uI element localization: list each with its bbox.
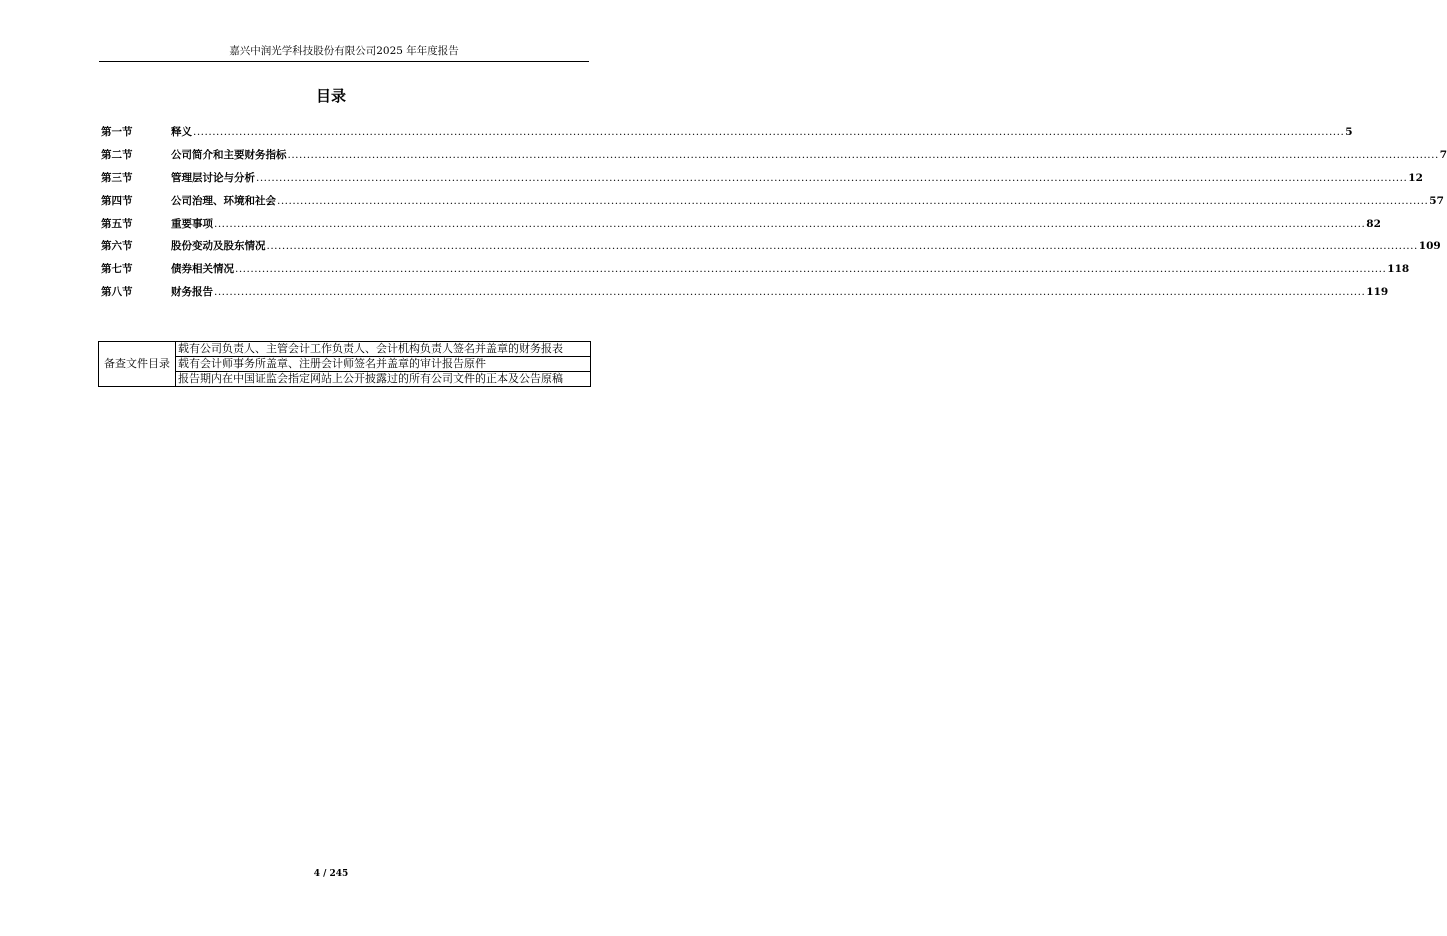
table-of-contents xyxy=(101,124,1447,307)
header-divider xyxy=(99,61,589,62)
toc-page-number: 57 xyxy=(1429,194,1444,207)
toc-section-number: 第八节 xyxy=(101,286,133,299)
toc-page-number: 5 xyxy=(1345,126,1353,138)
toc-section-number: 第五节 xyxy=(101,217,133,230)
toc-leader-dots: ............................................................................................................................................................................................................................................................................................................ xyxy=(214,217,1366,230)
page-header: 嘉兴中润光学科技股份有限公司2025 年年度报告 xyxy=(229,45,459,57)
table-row xyxy=(99,342,591,357)
toc-page-number: 109 xyxy=(1418,240,1441,253)
toc-leader-dots: ............................................................................................................................................................................................................................................................................................................ xyxy=(193,126,1345,138)
toc-leader-dots: ............................................................................................................................................................................................................................................................................................................ xyxy=(256,171,1408,184)
toc-leader-dots: ............................................................................................................................................................................................................................................................................................................ xyxy=(277,194,1429,207)
toc-page-number: 12 xyxy=(1408,171,1423,184)
toc-leader-dots: ............................................................................................................................................................................................................................................................................................................ xyxy=(214,286,1366,299)
toc-entry-label: 财务报告 xyxy=(171,286,213,299)
page-number: 4 / 245 xyxy=(313,869,349,879)
toc-leader-dots: ............................................................................................................................................................................................................................................................................................................ xyxy=(287,148,1439,161)
toc-entry[interactable] xyxy=(101,238,1441,261)
toc-section-number: 第二节 xyxy=(101,148,133,161)
toc-entry[interactable] xyxy=(101,170,1423,193)
toc-entry-label: 重要事项 xyxy=(171,217,213,230)
toc-entry-label: 股份变动及股东情况 xyxy=(171,240,266,253)
toc-title: 目录 xyxy=(315,87,346,105)
toc-entry-label: 管理层讨论与分析 xyxy=(171,171,255,184)
reference-file-item: 载有公司负责人、主管会计工作负责人、会计机构负责人签名并盖章的财务报表 xyxy=(176,342,591,357)
reference-file-item: 报告期内在中国证监会指定网站上公开披露过的所有公司文件的正本及公告原稿 xyxy=(176,372,591,387)
reference-files-label: 备查文件目录 xyxy=(99,342,176,387)
toc-entry[interactable] xyxy=(101,284,1389,307)
toc-entry-label: 释义 xyxy=(171,126,192,138)
toc-page-number: 7 xyxy=(1439,148,1447,161)
toc-entry[interactable] xyxy=(101,147,1447,170)
toc-section-number: 第四节 xyxy=(101,194,133,207)
toc-section-number: 第三节 xyxy=(101,171,133,184)
toc-entry-label: 债券相关情况 xyxy=(171,263,234,276)
toc-entry-label: 公司治理、环境和社会 xyxy=(171,194,276,207)
toc-page-number: 118 xyxy=(1387,263,1410,276)
reference-files-table xyxy=(98,341,591,387)
toc-section-number: 第六节 xyxy=(101,240,133,253)
toc-entry[interactable] xyxy=(101,124,1353,147)
toc-leader-dots: ............................................................................................................................................................................................................................................................................................................ xyxy=(235,263,1387,276)
toc-entry[interactable] xyxy=(101,261,1410,284)
toc-section-number: 第七节 xyxy=(101,263,133,276)
reference-file-item: 载有会计师事务所盖章、注册会计师签名并盖章的审计报告原件 xyxy=(176,357,591,372)
toc-page-number: 119 xyxy=(1366,286,1389,299)
toc-entry[interactable] xyxy=(101,216,1381,239)
toc-section-number: 第一节 xyxy=(101,126,133,138)
toc-entry[interactable] xyxy=(101,193,1444,216)
toc-entry-label: 公司简介和主要财务指标 xyxy=(171,148,287,161)
toc-page-number: 82 xyxy=(1366,217,1381,230)
toc-leader-dots: ............................................................................................................................................................................................................................................................................................................ xyxy=(266,240,1418,253)
